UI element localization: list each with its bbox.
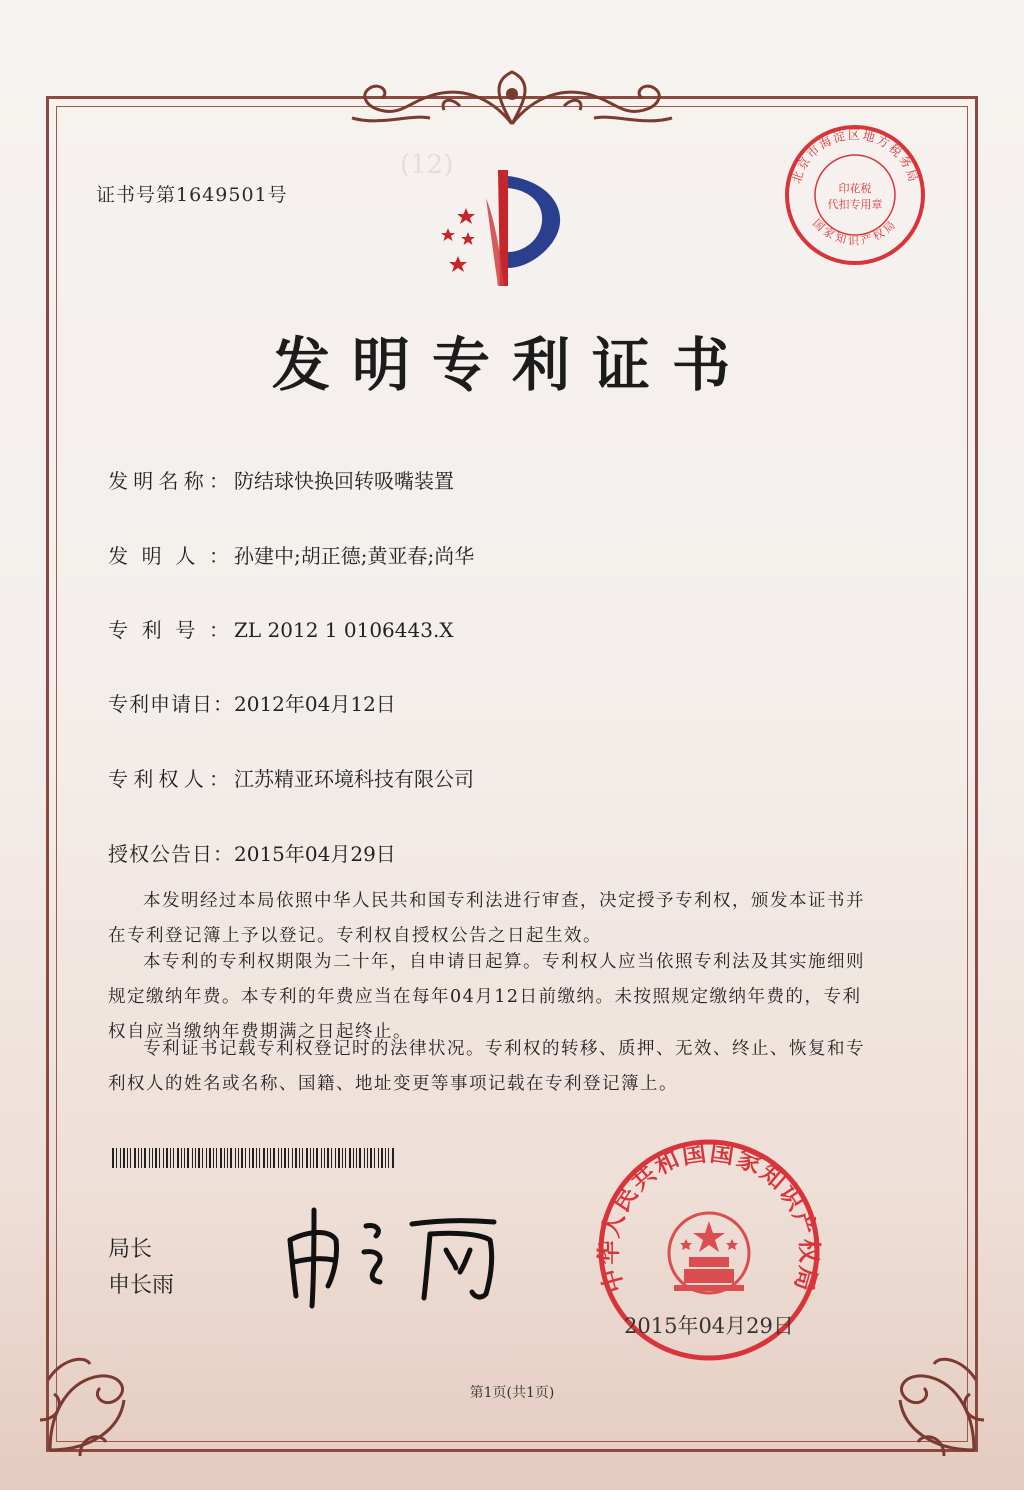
field-label: 专利权人： bbox=[108, 767, 230, 791]
director-title: 局长 bbox=[108, 1237, 153, 1262]
barcode-bar bbox=[388, 1148, 389, 1168]
small-seal-center-2: 代扣专用章 bbox=[827, 198, 883, 211]
barcode-bar bbox=[353, 1148, 354, 1168]
barcode-bar bbox=[213, 1148, 214, 1168]
barcode-bar bbox=[130, 1148, 131, 1168]
barcode-bar bbox=[381, 1148, 383, 1168]
field-value: 防结球快换回转吸嘴装置 bbox=[234, 469, 454, 493]
barcode-bar bbox=[195, 1148, 196, 1168]
field-value: 2012年04月12日 bbox=[234, 692, 396, 716]
barcode-bar bbox=[206, 1148, 207, 1168]
barcode-bar bbox=[392, 1148, 394, 1168]
barcode-bar bbox=[112, 1148, 114, 1168]
barcode-bar bbox=[235, 1148, 236, 1168]
barcode-bar bbox=[310, 1148, 311, 1168]
barcode-bar bbox=[342, 1148, 343, 1168]
barcode-bar bbox=[181, 1148, 182, 1168]
paragraph-1: 本发明经过本局依照中华人民共和国专利法进行审查，决定授予专利权，颁发本证书并在专利登记簿上予以登记。专利权自授权公告之日起生效。 bbox=[108, 891, 865, 946]
barcode-bar bbox=[338, 1148, 340, 1168]
field-label: 发明名称： bbox=[108, 469, 230, 493]
barcode-bar bbox=[302, 1148, 303, 1168]
barcode-bar bbox=[273, 1148, 275, 1168]
field-inventors bbox=[108, 540, 474, 569]
barcode-bar bbox=[324, 1148, 325, 1168]
page-title: 发明专利证书 bbox=[271, 331, 752, 399]
barcode-bar bbox=[216, 1148, 217, 1168]
barcode-bar bbox=[173, 1148, 174, 1168]
field-label: 授权公告日： bbox=[108, 842, 234, 866]
barcode-bar bbox=[245, 1148, 246, 1168]
barcode-bar bbox=[163, 1148, 164, 1168]
barcode-bar bbox=[116, 1148, 117, 1168]
patent-office-emblem bbox=[424, 168, 584, 288]
barcode-bar bbox=[209, 1148, 211, 1168]
barcode-bar bbox=[166, 1148, 168, 1168]
barcode-bar bbox=[349, 1148, 351, 1168]
barcode-bar bbox=[295, 1148, 297, 1168]
barcode-bar bbox=[306, 1148, 308, 1168]
barcode-bar bbox=[335, 1148, 336, 1168]
barcode-bar bbox=[241, 1148, 243, 1168]
barcode-bar bbox=[202, 1148, 203, 1168]
barcode-bar bbox=[356, 1148, 357, 1168]
barcode-bar bbox=[292, 1148, 293, 1168]
barcode-bar bbox=[177, 1148, 179, 1168]
paragraph-2: 本专利的专利权期限为二十年，自申请日起算。专利权人应当依照专利法及其实施细则规定缴纳年费。本专利的年费应当在每年04月12日前缴纳。未按照规定缴纳年费的，专利权自应当缴纳年费期满之日起终止。 bbox=[108, 952, 865, 1042]
big-seal-arc-text: 中华人民共和国国家知识产权局 bbox=[594, 1138, 824, 1296]
barcode-bar bbox=[278, 1148, 279, 1168]
barcode-bar bbox=[281, 1148, 282, 1168]
barcode-bar bbox=[120, 1148, 121, 1168]
field-patentee bbox=[108, 763, 474, 792]
barcode-bar bbox=[152, 1148, 153, 1168]
barcode-bar bbox=[313, 1148, 314, 1168]
small-seal-arc-text: 北京市海淀区地方税务局 bbox=[789, 128, 921, 186]
barcode-bar bbox=[299, 1148, 300, 1168]
field-value: 孙建中;胡正德;黄亚春;尚华 bbox=[234, 544, 475, 568]
barcode-bar bbox=[155, 1148, 157, 1168]
barcode-bar bbox=[144, 1148, 146, 1168]
certificate-number: 证书号第1649501号 bbox=[96, 184, 288, 206]
barcode-bar bbox=[198, 1148, 200, 1168]
barcode-bar bbox=[224, 1148, 225, 1168]
field-value: 2015年04月29日 bbox=[234, 842, 396, 866]
barcode-bar bbox=[141, 1148, 142, 1168]
barcode-bar bbox=[316, 1148, 318, 1168]
handwritten-signature bbox=[280, 1200, 520, 1310]
barcode-bar bbox=[374, 1148, 375, 1168]
barcode-bar bbox=[227, 1148, 228, 1168]
field-grant-date bbox=[108, 838, 396, 867]
field-label: 专利号： bbox=[108, 618, 230, 642]
barcode-bar bbox=[267, 1148, 268, 1168]
barcode-bar bbox=[149, 1148, 150, 1168]
barcode-bar bbox=[134, 1148, 136, 1168]
barcode-bar bbox=[127, 1148, 128, 1168]
barcode-bar bbox=[138, 1148, 139, 1168]
small-seal-center-1: 印花税 bbox=[838, 182, 872, 195]
barcode-bar bbox=[359, 1148, 361, 1168]
barcode-bar bbox=[327, 1148, 329, 1168]
page-footer: 第1页(共1页) bbox=[469, 1385, 555, 1401]
field-value: 江苏精亚环境科技有限公司 bbox=[234, 767, 474, 791]
barcode bbox=[112, 1148, 394, 1168]
barcode-bar bbox=[252, 1148, 254, 1168]
field-invention-name bbox=[108, 465, 454, 494]
barcode-bar bbox=[184, 1148, 185, 1168]
director-name: 申长雨 bbox=[108, 1273, 175, 1298]
field-patent-number bbox=[108, 614, 454, 643]
barcode-bar bbox=[367, 1148, 368, 1168]
barcode-bar bbox=[170, 1148, 171, 1168]
field-label: 发明人： bbox=[108, 544, 230, 568]
field-label: 专利申请日： bbox=[108, 692, 234, 716]
barcode-bar bbox=[364, 1148, 365, 1168]
barcode-bar bbox=[238, 1148, 239, 1168]
svg-text:国家知识产权局 bbox=[810, 217, 900, 248]
watermark: (12) bbox=[400, 150, 454, 180]
barcode-bar bbox=[288, 1148, 289, 1168]
barcode-bar bbox=[370, 1148, 372, 1168]
field-value: ZL 2012 1 0106443.X bbox=[234, 618, 454, 642]
barcode-bar bbox=[259, 1148, 260, 1168]
tax-stamp-seal bbox=[780, 120, 930, 270]
national-emblem-icon bbox=[669, 1213, 749, 1293]
barcode-bar bbox=[385, 1148, 386, 1168]
barcode-bar bbox=[263, 1148, 265, 1168]
barcode-bar bbox=[331, 1148, 332, 1168]
svg-text:北京市海淀区地方税务局 bbox=[789, 127, 921, 185]
seal-date: 2015年04月29日 bbox=[624, 1314, 794, 1338]
barcode-bar bbox=[256, 1148, 257, 1168]
barcode-bar bbox=[230, 1148, 232, 1168]
barcode-bar bbox=[159, 1148, 160, 1168]
field-application-date bbox=[108, 688, 396, 717]
barcode-bar bbox=[284, 1148, 286, 1168]
barcode-bar bbox=[270, 1148, 271, 1168]
barcode-bar bbox=[123, 1148, 125, 1168]
small-seal-bottom-text: 国家知识产权局 bbox=[809, 216, 901, 248]
barcode-bar bbox=[249, 1148, 250, 1168]
barcode-bar bbox=[187, 1148, 189, 1168]
barcode-bar bbox=[220, 1148, 222, 1168]
barcode-bar bbox=[321, 1148, 322, 1168]
barcode-bar bbox=[192, 1148, 193, 1168]
barcode-bar bbox=[378, 1148, 379, 1168]
top-ornament bbox=[340, 66, 684, 130]
paragraph-3: 专利证书记载专利权登记时的法律状况。专利权的转移、质押、无效、终止、恢复和专利权人的姓名或名称、国籍、地址变更等事项记载在专利登记簿上。 bbox=[108, 1039, 865, 1094]
barcode-bar bbox=[345, 1148, 346, 1168]
